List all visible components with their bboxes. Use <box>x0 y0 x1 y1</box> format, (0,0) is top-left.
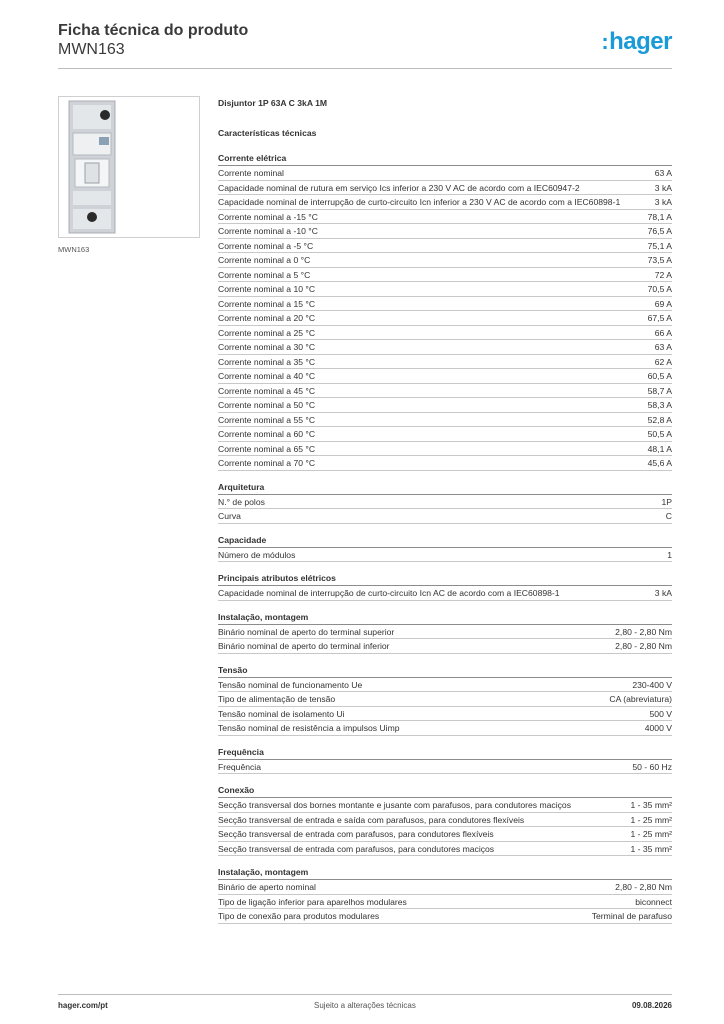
spec-row <box>218 495 672 510</box>
spec-row <box>218 548 672 563</box>
spec-label: Corrente nominal a 70 °C <box>218 458 316 468</box>
section-title: Corrente elétrica <box>218 152 672 166</box>
spec-value: 50,5 A <box>647 429 672 439</box>
spec-row <box>218 586 672 601</box>
spec-row <box>218 880 672 895</box>
footer-disclaimer: Sujeito a alterações técnicas <box>314 1001 416 1010</box>
section-title: Instalação, montagem <box>218 866 672 880</box>
spec-row <box>218 369 672 384</box>
spec-label: Frequência <box>218 761 261 772</box>
footer-date: 09.08.2026 <box>631 1001 672 1010</box>
section-title: Arquitetura <box>218 481 672 495</box>
spec-value: 1 <box>667 549 672 560</box>
section-title: Tensão <box>218 664 672 678</box>
spec-label: Tipo de alimentação de tensão <box>218 694 336 704</box>
spec-label: Corrente nominal <box>218 168 284 178</box>
section-title: Instalação, montagem <box>218 611 672 625</box>
spec-row <box>218 639 672 654</box>
spec-value: biconnect <box>635 896 672 907</box>
spec-label: Corrente nominal a 0 °C <box>218 255 311 265</box>
spec-label: Corrente nominal a 25 °C <box>218 327 316 338</box>
spec-row <box>218 798 672 813</box>
logo-text: hager <box>609 28 672 55</box>
spec-value: 3 kA <box>654 182 672 193</box>
spec-value: 63 A <box>654 342 672 352</box>
spec-label: Corrente nominal a 30 °C <box>218 342 316 352</box>
spec-value: 1P <box>661 496 672 507</box>
spec-label: Corrente nominal a -5 °C <box>218 240 314 251</box>
spec-value: 3 kA <box>654 588 672 598</box>
spec-value: 1 - 25 mm² <box>630 814 672 825</box>
spec-label: Binário nominal de aperto do terminal inferior <box>218 641 390 651</box>
spec-row <box>218 181 672 196</box>
spec-section <box>218 866 672 924</box>
tech-characteristics-title: Características técnicas <box>218 128 317 138</box>
spec-label: Secção transversal de entrada e saída com parafusos, para condutores flexíveis <box>218 814 525 825</box>
spec-value: 62 A <box>654 356 672 367</box>
spec-label: Número de módulos <box>218 549 296 560</box>
spec-section <box>218 746 672 775</box>
spec-value: 69 A <box>654 298 672 309</box>
circuit-breaker-icon <box>59 97 199 237</box>
spec-row <box>218 195 672 210</box>
spec-row <box>218 842 672 857</box>
spec-row <box>218 326 672 341</box>
spec-label: Tensão nominal de funcionamento Ue <box>218 679 363 690</box>
spec-value: 75,1 A <box>647 240 672 251</box>
spec-section <box>218 611 672 654</box>
spec-row <box>218 282 672 297</box>
spec-label: Corrente nominal a -10 °C <box>218 226 318 236</box>
spec-value: 58,7 A <box>647 385 672 396</box>
tech-sheet-content <box>218 96 672 924</box>
spec-row <box>218 760 672 775</box>
spec-row <box>218 398 672 413</box>
spec-value: Terminal de parafuso <box>591 911 672 921</box>
spec-label: Corrente nominal a 20 °C <box>218 313 316 323</box>
spec-row <box>218 253 672 268</box>
spec-label: Tipo de conexão para produtos modulares <box>218 911 380 921</box>
spec-value: 4000 V <box>644 723 672 733</box>
spec-value: 2,80 - 2,80 Nm <box>615 641 672 651</box>
spec-label: Tensão nominal de resistência a impulsos Uimp <box>218 723 400 733</box>
spec-label: Corrente nominal a 10 °C <box>218 284 316 294</box>
spec-label: Corrente nominal a 5 °C <box>218 269 311 280</box>
spec-value: 67,5 A <box>647 313 672 323</box>
spec-label: Curva <box>218 511 241 521</box>
spec-value: CA (abreviatura) <box>609 694 672 704</box>
hager-logo <box>601 28 672 56</box>
spec-label: Capacidade nominal de interrupção de curto-circuito Icn inferior a 230 V AC de acordo com a IEC60898-1 <box>218 197 621 207</box>
spec-label: Secção transversal de entrada com parafusos, para condutores maciços <box>218 843 495 854</box>
spec-value: 3 kA <box>654 197 672 207</box>
spec-value: 48,1 A <box>647 443 672 454</box>
spec-label: Corrente nominal a 60 °C <box>218 429 316 439</box>
spec-row <box>218 678 672 693</box>
spec-value: 1 - 35 mm² <box>630 800 672 810</box>
spec-row <box>218 340 672 355</box>
spec-row <box>218 224 672 239</box>
spec-value: 1 - 35 mm² <box>630 843 672 854</box>
page-header <box>58 18 672 69</box>
spec-value: 1 - 25 mm² <box>630 829 672 839</box>
spec-value: 72 A <box>654 269 672 280</box>
product-reference: MWN163 <box>58 41 125 58</box>
spec-row <box>218 707 672 722</box>
page-title: Ficha técnica do produto <box>58 22 249 39</box>
spec-label: Secção transversal dos bornes montante e jusante com parafusos, para condutores maciços <box>218 800 572 810</box>
spec-row <box>218 268 672 283</box>
spec-row <box>218 166 672 181</box>
spec-value: 63 A <box>654 168 672 178</box>
spec-label: Corrente nominal a 65 °C <box>218 443 316 454</box>
spec-section <box>218 572 672 601</box>
spec-row <box>218 895 672 910</box>
spec-row <box>218 355 672 370</box>
spec-row <box>218 384 672 399</box>
spec-label: N.° de polos <box>218 496 265 507</box>
spec-section <box>218 534 672 563</box>
spec-value: 52,8 A <box>647 414 672 425</box>
spec-value: 78,1 A <box>647 211 672 222</box>
spec-label: Tensão nominal de isolamento Ui <box>218 708 345 719</box>
spec-label: Capacidade nominal de interrupção de curto-circuito Icn AC de acordo com a IEC60898-1 <box>218 588 560 598</box>
spec-label: Binário de aperto nominal <box>218 882 316 892</box>
product-image <box>58 96 200 238</box>
image-caption: MWN163 <box>58 245 90 254</box>
spec-label: Corrente nominal a 40 °C <box>218 371 316 381</box>
spec-label: Binário nominal de aperto do terminal superior <box>218 626 395 637</box>
spec-row <box>218 456 672 471</box>
section-title: Conexão <box>218 784 672 798</box>
footer-website: hager.com/pt <box>58 1001 108 1010</box>
spec-row <box>218 692 672 707</box>
spec-section <box>218 152 672 471</box>
logo-dots-icon: : <box>601 29 609 54</box>
spec-section <box>218 481 672 524</box>
spec-row <box>218 625 672 640</box>
spec-value: 58,3 A <box>647 400 672 410</box>
spec-label: Corrente nominal a 35 °C <box>218 356 316 367</box>
section-title: Capacidade <box>218 534 672 548</box>
spec-row <box>218 827 672 842</box>
spec-value: 60,5 A <box>647 371 672 381</box>
spec-value: 500 V <box>649 708 672 719</box>
spec-row <box>218 813 672 828</box>
spec-row <box>218 909 672 924</box>
section-title: Principais atributos elétricos <box>218 572 672 586</box>
spec-label: Corrente nominal a -15 °C <box>218 211 318 222</box>
spec-row <box>218 311 672 326</box>
spec-row <box>218 427 672 442</box>
spec-label: Corrente nominal a 50 °C <box>218 400 316 410</box>
spec-label: Corrente nominal a 15 °C <box>218 298 316 309</box>
product-name: Disjuntor 1P 63A C 3kA 1M <box>218 98 328 108</box>
spec-value: 2,80 - 2,80 Nm <box>615 626 672 637</box>
spec-value: 70,5 A <box>647 284 672 294</box>
spec-value: 73,5 A <box>647 255 672 265</box>
spec-row <box>218 297 672 312</box>
spec-row <box>218 239 672 254</box>
spec-row <box>218 442 672 457</box>
spec-section <box>218 784 672 856</box>
page-footer <box>58 994 672 1015</box>
spec-value: 76,5 A <box>647 226 672 236</box>
section-title: Frequência <box>218 746 672 760</box>
spec-label: Capacidade nominal de rutura em serviço Ics inferior a 230 V AC de acordo com a IEC60947-2 <box>218 182 580 193</box>
spec-value: 45,6 A <box>647 458 672 468</box>
spec-value: 50 - 60 Hz <box>632 761 672 772</box>
spec-label: Secção transversal de entrada com parafusos, para condutores flexíveis <box>218 829 494 839</box>
spec-value: 66 A <box>654 327 672 338</box>
spec-label: Corrente nominal a 45 °C <box>218 385 316 396</box>
spec-section <box>218 664 672 736</box>
spec-sections <box>218 152 672 924</box>
spec-label: Corrente nominal a 55 °C <box>218 414 316 425</box>
spec-value: 230-400 V <box>632 679 672 690</box>
spec-value: 2,80 - 2,80 Nm <box>615 882 672 892</box>
spec-row <box>218 721 672 736</box>
spec-row <box>218 210 672 225</box>
spec-row <box>218 509 672 524</box>
spec-label: Tipo de ligação inferior para aparelhos modulares <box>218 896 407 907</box>
spec-row <box>218 413 672 428</box>
spec-value: C <box>665 511 672 521</box>
